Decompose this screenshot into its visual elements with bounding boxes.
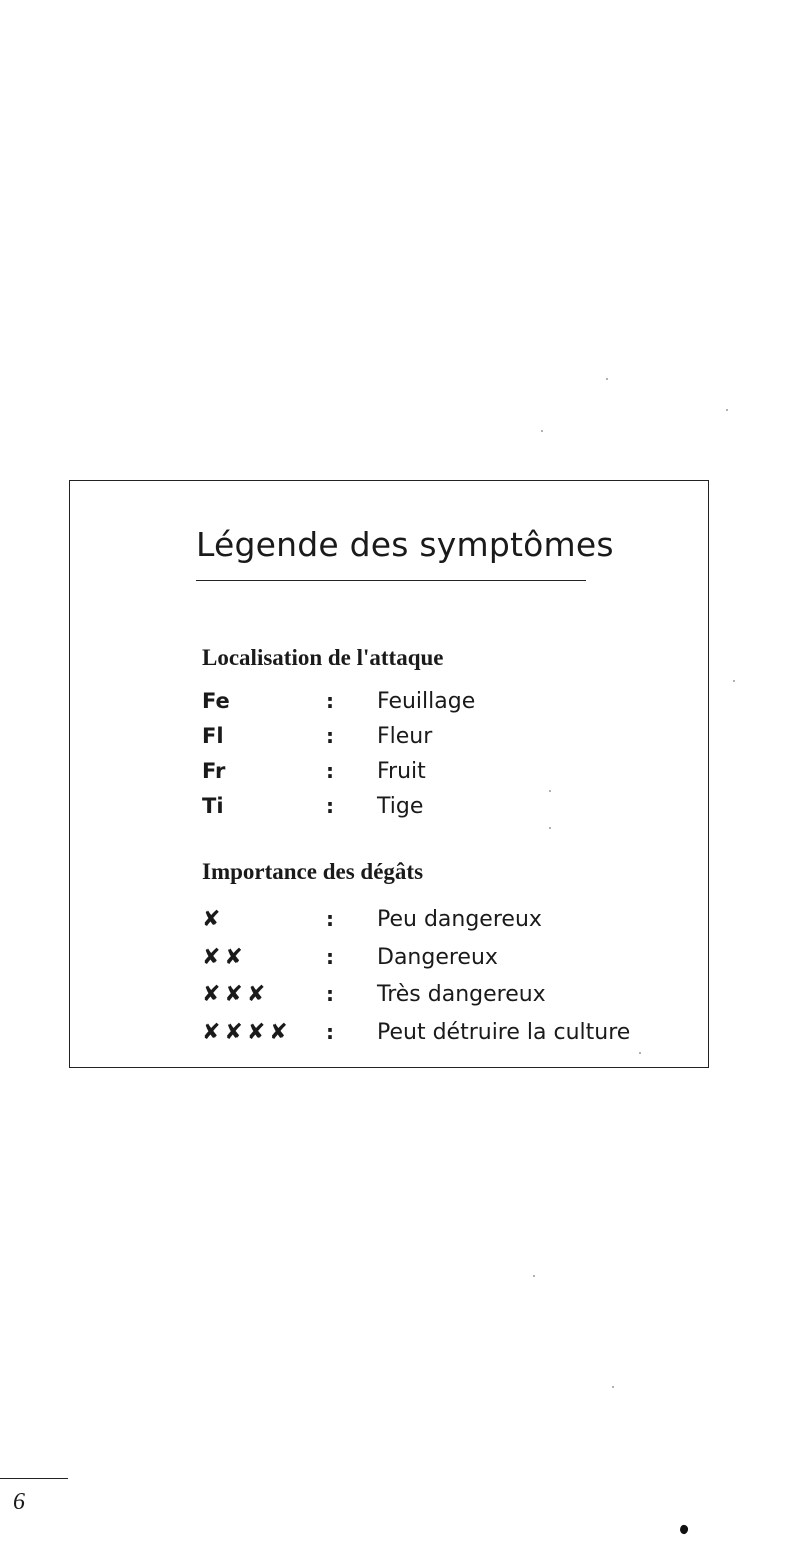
importance-label: Peu dangereux xyxy=(377,907,542,932)
localisation-code: Fe xyxy=(202,689,230,713)
separator: : xyxy=(326,907,334,931)
separator: : xyxy=(326,759,334,783)
separator: : xyxy=(326,944,334,969)
localisation-label: Fruit xyxy=(377,759,426,784)
localisation-code: Ti xyxy=(202,794,224,818)
cross-mark-icon: ✘✘✘ xyxy=(202,982,270,1007)
separator: : xyxy=(326,689,334,713)
scan-speck xyxy=(533,1275,535,1277)
separator: : xyxy=(326,724,334,748)
page-number: 6 xyxy=(13,1489,25,1515)
localisation-label: Fleur xyxy=(377,724,433,749)
importance-label: Dangereux xyxy=(377,944,498,970)
title-underline xyxy=(196,580,586,581)
scan-speck xyxy=(549,827,551,829)
cross-mark-icon: ✘✘✘✘ xyxy=(202,1019,292,1045)
cross-mark-icon: ✘✘ xyxy=(202,944,247,970)
importance-heading: Importance des dégâts xyxy=(202,859,424,884)
separator: : xyxy=(326,1019,334,1044)
localisation-code: Fl xyxy=(202,724,224,748)
localisation-heading: Localisation de l'attaque xyxy=(202,645,444,670)
localisation-code: Fr xyxy=(202,759,226,783)
scan-speck xyxy=(606,378,608,380)
localisation-label: Tige xyxy=(377,794,424,819)
legend-title: Légende des symptômes xyxy=(196,525,614,564)
cross-mark-icon: ✘ xyxy=(202,907,225,932)
separator: : xyxy=(326,982,334,1006)
scan-speck xyxy=(733,680,735,682)
importance-label: Très dangereux xyxy=(377,982,546,1007)
scan-speck xyxy=(549,790,551,792)
symptom-legend-box xyxy=(69,480,709,1068)
ink-blot xyxy=(679,1524,690,1535)
scan-speck xyxy=(639,1052,641,1054)
scan-speck xyxy=(726,409,728,411)
footer-rule xyxy=(0,1478,68,1479)
localisation-label: Feuillage xyxy=(377,689,476,714)
scan-speck xyxy=(612,1386,614,1388)
separator: : xyxy=(326,794,334,818)
scan-speck xyxy=(541,430,543,432)
importance-label: Peut détruire la culture xyxy=(377,1019,631,1045)
